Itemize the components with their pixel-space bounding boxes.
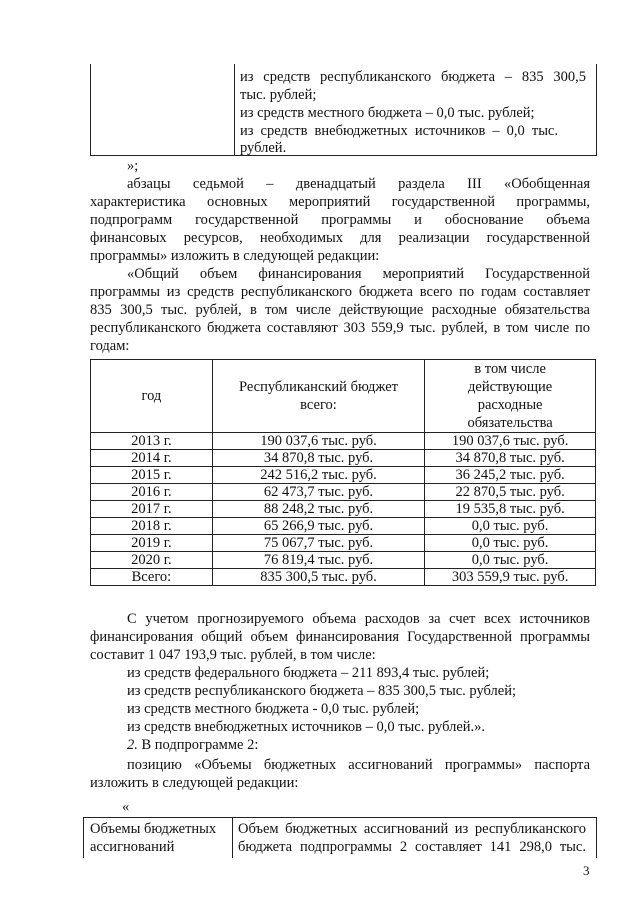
para4-line-1: позицию «Объемы бюджетных ассигнований программы» паспорта	[127, 757, 590, 773]
cell-year: 2018 г.	[91, 518, 213, 535]
para4-line-2: изложить в следующей редакции:	[90, 775, 299, 791]
header-budget-line-2: всего:	[300, 397, 337, 413]
cell-total: 62 473,7 тыс. руб.	[212, 484, 424, 501]
quote-close: »;	[127, 158, 139, 174]
header-obligations-line-3: расходные	[477, 397, 543, 413]
source-local: из средств местного бюджета - 0,0 тыс. рублей;	[127, 701, 420, 717]
cell-total: 65 266,9 тыс. руб.	[212, 518, 424, 535]
source-federal: из средств федерального бюджета – 211 893,4 тыс. рублей;	[127, 665, 490, 681]
cell-total: 835 300,5 тыс. руб.	[212, 569, 424, 586]
cell-current: 36 245,2 тыс. руб.	[425, 467, 596, 484]
cell-year: 2015 г.	[91, 467, 213, 484]
quote-open: «	[122, 799, 130, 815]
cell-total: 75 067,7 тыс. руб.	[212, 535, 424, 552]
header-obligations-line-1: в том числе	[474, 361, 546, 377]
table-row	[91, 518, 596, 535]
cell-total: 34 870,8 тыс. руб.	[212, 450, 424, 467]
cell-total: 76 819,4 тыс. руб.	[212, 552, 424, 569]
source-extrabudgetary: из средств внебюджетных источников – 0,0 тыс. рублей.».	[127, 719, 486, 735]
table-row	[91, 484, 596, 501]
para2-line-5: годам:	[90, 338, 130, 354]
source-republican: из средств республиканского бюджета – 835 300,5 тыс. рублей;	[127, 683, 517, 699]
table-row	[91, 535, 596, 552]
table-row	[91, 569, 596, 586]
top-table-line-5: рублей.	[240, 140, 287, 156]
top-table-line-1: из средств республиканского бюджета – 835 300,5	[240, 69, 586, 85]
top-table-line-4: из средств внебюджетных источников – 0,0 тыс.	[240, 123, 558, 139]
bottom-left-line-1: Объемы бюджетных	[90, 821, 217, 837]
para1-line-4: финансовых ресурсов, необходимых для реализации государственной	[90, 230, 590, 246]
top-table-line-2: тыс. рублей;	[240, 87, 317, 103]
para1-line-2: характеристика основных мероприятий государственной программы,	[90, 194, 590, 210]
cell-current: 22 870,5 тыс. руб.	[425, 484, 596, 501]
header-obligations-line-4: обязательства	[467, 415, 553, 431]
para1-line-1: абзацы седьмой – двенадцатый раздела III «Обобщенная	[127, 176, 590, 192]
cell-year: 2014 г.	[91, 450, 213, 467]
cell-total: 190 037,6 тыс. руб.	[212, 433, 424, 450]
bottom-right-line-2: бюджета подпрограммы 2 составляет 141 298,0 тыс.	[238, 839, 586, 855]
header-year-label: год	[141, 388, 162, 404]
top-table-line-3: из средств местного бюджета – 0,0 тыс. рублей;	[240, 105, 535, 121]
table-row	[91, 467, 596, 484]
subprogram-heading	[127, 736, 258, 754]
para3-line-2: финансирования общий объем финансирования Государственной программы	[90, 629, 590, 645]
para2-line-2: программы из средств республиканского бюджета всего по годам составляет	[90, 284, 590, 300]
para3-line-1: С учетом прогнозируемого объема расходов за счет всех источников	[127, 611, 590, 627]
para1-line-3: подпрограмм государственной программы и обоснование объема	[90, 212, 590, 228]
table-row	[91, 433, 596, 450]
para2-line-1: «Общий объем финансирования мероприятий Государственной	[127, 266, 590, 282]
financing-table	[90, 359, 596, 586]
cell-year: 2020 г.	[91, 552, 213, 569]
cell-current: 0,0 тыс. руб.	[425, 552, 596, 569]
para3-line-3: составит 1 047 193,9 тыс. рублей, в том числе:	[90, 647, 376, 663]
header-year	[91, 360, 213, 433]
header-obligations-line-2: действующие	[468, 379, 553, 395]
bottom-left-line-2: ассигнований	[90, 839, 175, 855]
para2-line-4: республиканского бюджета составляют 303 559,9 тыс. рублей, в том числе по	[90, 320, 590, 336]
subprogram-text: В подпрограмме 2:	[137, 737, 259, 753]
cell-current: 0,0 тыс. руб.	[425, 535, 596, 552]
cell-total: 88 248,2 тыс. руб.	[212, 501, 424, 518]
cell-current: 0,0 тыс. руб.	[425, 518, 596, 535]
cell-current: 19 535,8 тыс. руб.	[425, 501, 596, 518]
bottom-table-divider	[232, 818, 233, 858]
table-row	[91, 552, 596, 569]
cell-current: 303 559,9 тыс. руб.	[425, 569, 596, 586]
cell-year: 2017 г.	[91, 501, 213, 518]
financing-table-header	[91, 360, 596, 433]
header-budget	[212, 360, 424, 433]
header-obligations	[425, 360, 596, 433]
table-row	[91, 501, 596, 518]
bottom-right-line-1: Объем бюджетных ассигнований из республиканского	[238, 821, 586, 837]
cell-year: Всего:	[91, 569, 213, 586]
page-number: 3	[583, 863, 590, 878]
cell-current: 190 037,6 тыс. руб.	[425, 433, 596, 450]
table-row	[91, 450, 596, 467]
cell-year: 2013 г.	[91, 433, 213, 450]
cell-total: 242 516,2 тыс. руб.	[212, 467, 424, 484]
subprogram-number: 2.	[127, 737, 138, 753]
header-budget-line-1: Республиканский бюджет	[238, 379, 399, 395]
cell-year: 2016 г.	[91, 484, 213, 501]
para1-line-5: программы» изложить в следующей редакции:	[90, 248, 380, 264]
cell-year: 2019 г.	[91, 535, 213, 552]
top-table-divider	[234, 64, 235, 155]
cell-current: 34 870,8 тыс. руб.	[425, 450, 596, 467]
para2-line-3: 835 300,5 тыс. рублей, в том числе действующие расходные обязательства	[90, 302, 590, 318]
